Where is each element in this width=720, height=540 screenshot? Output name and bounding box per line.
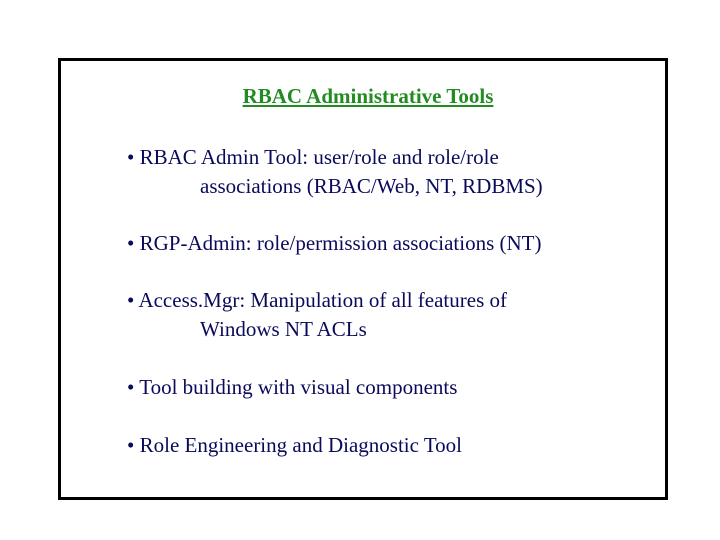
- bullet-rgp-admin: • RGP-Admin: role/permission associations (NT): [127, 231, 542, 255]
- bullet-tool-building: • Tool building with visual components: [127, 375, 458, 399]
- bullet-role-engineering: • Role Engineering and Diagnostic Tool: [127, 433, 463, 457]
- slide-title: RBAC Administrative Tools: [242, 84, 494, 108]
- bullet-rbac-admin-tool-cont: associations (RBAC/Web, NT, RDBMS): [200, 174, 543, 198]
- bullet-access-mgr-cont: Windows NT ACLs: [200, 317, 367, 341]
- bullet-access-mgr: • Access.Mgr: Manipulation of all features of: [127, 288, 507, 312]
- bullet-rbac-admin-tool: • RBAC Admin Tool: user/role and role/role: [127, 145, 499, 169]
